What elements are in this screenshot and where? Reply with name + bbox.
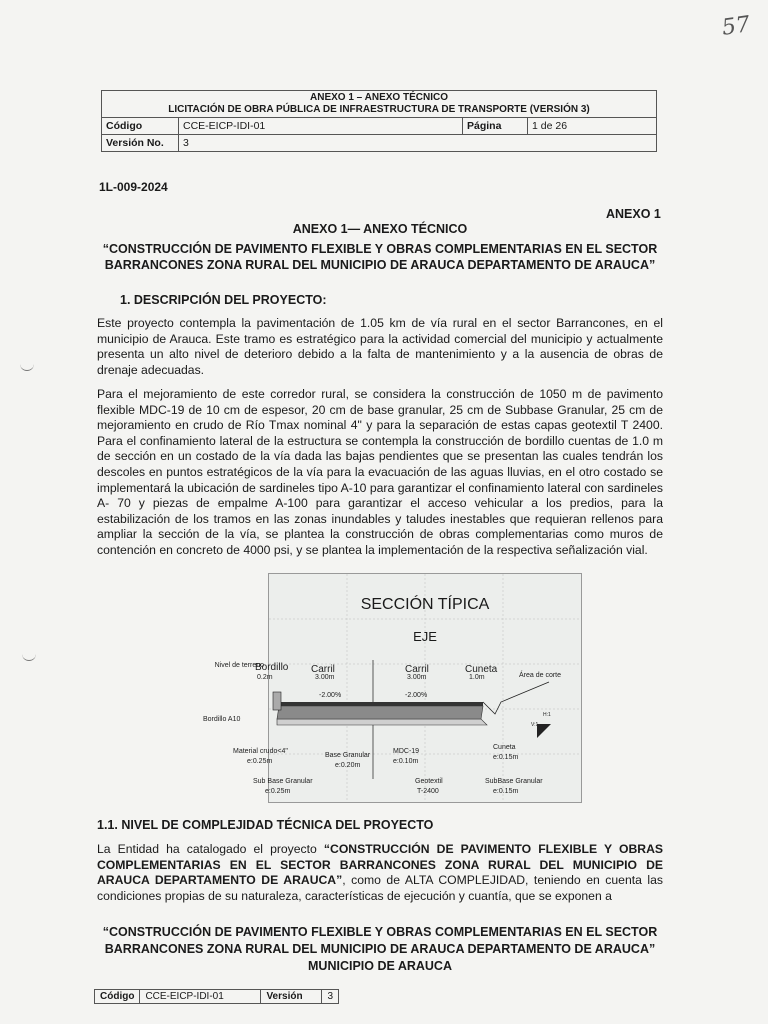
geotextil-type: T-2400	[417, 788, 439, 795]
section-1-heading: 1. DESCRIPCIÓN DEL PROYECTO:	[120, 293, 327, 307]
codigo-value: CCE-EICP-IDI-01	[179, 118, 463, 135]
nivel-terreno-label: Nivel de terreno	[214, 662, 264, 669]
cuneta-thickness: e:0.15m	[493, 754, 519, 761]
base-granular-thickness: e:0.20m	[335, 762, 361, 769]
bordillo-dim: 0.2m	[257, 674, 273, 681]
annex-label: ANEXO 1	[606, 207, 661, 221]
subbase-2-label: SubBase Granular	[485, 778, 543, 785]
bordillo-label: Bordillo	[255, 662, 289, 673]
scan-mark	[20, 364, 34, 371]
reference-number: 1L-009-2024	[99, 180, 168, 194]
annex-title: ANEXO 1— ANEXO TÉCNICO	[292, 222, 468, 236]
figure-title: SECCIÓN TÍPICA	[360, 596, 490, 613]
pagina-label: Página	[463, 118, 528, 135]
pagina-value: 1 de 26	[528, 118, 657, 135]
project-title-line2: BARRANCONES ZONA RURAL DEL MUNICIPIO DE ARAUCA DEPARTAMENTO DE ARAUCA”	[104, 258, 656, 272]
header-line2: LICITACIÓN DE OBRA PÚBLICA DE INFRAESTRUCTURA DE TRANSPORTE (VERSIÓN 3)	[168, 104, 590, 115]
slope-v-label: V:1	[531, 722, 539, 728]
carril-1-label: Carril	[311, 664, 335, 675]
carril-2-label: Carril	[405, 664, 429, 675]
base-granular-label: Base Granular	[325, 752, 371, 759]
geotextil-label: Geotextil	[415, 778, 443, 785]
section-1-1-heading: 1.1. NIVEL DE COMPLEJIDAD TÉCNICA DEL PROYECTO	[97, 818, 434, 832]
subbase-2-thickness: e:0.15m	[493, 788, 519, 795]
footer-codigo-label: Código	[95, 990, 140, 1004]
mdc-label: MDC-19	[393, 748, 420, 755]
footer-version-value: 3	[322, 990, 339, 1004]
slope-h-label: H:1	[543, 712, 551, 718]
carril-1-dim: 3.00m	[315, 674, 335, 681]
project-title-line1: “CONSTRUCCIÓN DE PAVIMENTO FLEXIBLE Y OBRAS COMPLEMENTARIAS EN EL SECTOR	[102, 242, 658, 256]
mdc-thickness: e:0.10m	[393, 758, 419, 765]
sub-base-thickness: e:0.25m	[265, 788, 291, 795]
footer-title-line3: MUNICIPIO DE ARAUCA	[308, 959, 452, 973]
cuneta-label: Cuneta	[465, 664, 498, 675]
area-corte-label: Área de corte	[519, 672, 562, 679]
scan-mark	[22, 654, 36, 661]
footer-title-line1: “CONSTRUCCIÓN DE PAVIMENTO FLEXIBLE Y OBRAS COMPLEMENTARIAS EN EL SECTOR	[102, 925, 658, 939]
slope-2-label: -2.00%	[405, 692, 428, 699]
material-crudo-label: Material crudo<4"	[233, 748, 288, 755]
carril-2-dim: 3.00m	[407, 674, 427, 681]
sub-base-label: Sub Base Granular	[253, 778, 313, 785]
cuneta-dim: 1.0m	[469, 674, 485, 681]
header-title	[102, 91, 657, 118]
version-value: 3	[179, 135, 657, 152]
paragraph-2: Para el mejoramiento de este corredor rural, se considera la construcción de 1050 m de pavimento flexible MDC-19 de 10 cm de espesor, 20 cm de base granular, 25 cm de Subbase Granular, 25 cm de mejoramiento en crudo de Río Tmax nominal 4" y para la separación de estas capas geotextil T 2400. Para el confinamiento lateral de la estructura se contempla la construcción de bordillo cuentas de 1.0 m de sección en un costado de la vía dada las bajas pendientes que se presentan las cuales tendrán los descoles en puntos estratégicos de la vía para la evacuación de las aguas lluvias, en el otro costado se implementará la ubicación de sardineles tipo A-10 para garantizar el confinamiento lateral con sardineles A- 70 y piezas de empalme A-100 para garantizar el acceso vehicular a los predios, para la estabilización de los tramos en las zonas inundables y taludes inestables que requieran rellenos para ampliar la sección de la vía, se plantea la construcción de obras complementarias como muros de contención en concreto de 4000 psi, y se plantea la implementación de la respectiva señalización vial.	[97, 387, 663, 557]
paragraph-3-start: La Entidad ha catalogado el proyecto	[97, 842, 324, 856]
figure-axis-label: EJE	[413, 629, 437, 644]
document-header-table	[101, 90, 657, 152]
codigo-label: Código	[102, 118, 179, 135]
paragraph-3	[97, 842, 663, 904]
cuneta-section-label: Cuneta	[493, 744, 516, 751]
paragraph-3-end: , como de ALTA COMPLEJIDAD, teniendo en cuenta las condiciones propias de su naturaleza, características de ejecución y cuantía, que se exponen a	[97, 873, 663, 903]
paragraph-1: Este proyecto contempla la pavimentación de 1.05 km de vía rural en el sector Barrancones, en el municipio de Arauca. Este tramo es estratégico para la actividad comercial del municipio y actualmente presenta un alto nivel de deterioro debido a la falta de mantenimiento y a la ausencia de obras de drenaje adecuadas.	[97, 316, 663, 377]
slope-1-label: -2.00%	[319, 692, 342, 699]
handwritten-page-number: 57	[720, 12, 752, 41]
footer-version-label: Versión	[261, 990, 322, 1004]
footer-codigo-value: CCE-EICP-IDI-01	[140, 990, 261, 1004]
paragraph-3-project-name: “CONSTRUCCIÓN DE PAVIMENTO FLEXIBLE Y OBRAS COMPLEMENTARIAS EN EL SECTOR BARRANCONES ZONA RURAL DEL MUNICIPIO DE ARAUCA DEPARTAMENTO DE ARAUCA”	[97, 842, 664, 888]
footer-title-line2: BARRANCONES ZONA RURAL DEL MUNICIPIO DE ARAUCA DEPARTAMENTO DE ARAUCA”	[104, 942, 656, 956]
bordillo-a10-label: Bordillo A10	[203, 716, 241, 723]
material-crudo-thickness: e:0.25m	[247, 758, 273, 765]
version-label: Versión No.	[102, 135, 179, 152]
header-line1: ANEXO 1 – ANEXO TÉCNICO	[310, 92, 448, 103]
footer-table	[94, 989, 339, 1004]
typical-section-figure	[203, 573, 582, 803]
